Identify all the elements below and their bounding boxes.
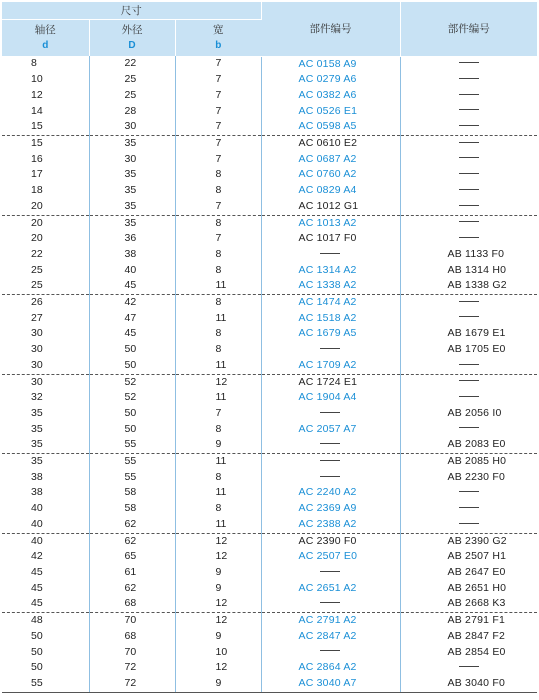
part-number-cell-2 <box>400 167 537 183</box>
table-row <box>2 231 537 247</box>
shaft-diameter-cell: 25 <box>2 278 89 294</box>
width-cell: 7 <box>175 56 261 72</box>
part-number-cell-2 <box>400 358 537 374</box>
width-cell: 9 <box>175 565 261 581</box>
part-number-cell-2: AB 2390 G2 <box>447 534 507 547</box>
table-row <box>2 613 537 629</box>
width-cell: 11 <box>175 454 261 470</box>
part-number-cell-2 <box>400 136 537 152</box>
part-number-cell-2 <box>400 390 537 406</box>
width-cell: 8 <box>175 167 261 183</box>
part-number-cell-2 <box>400 119 537 135</box>
empty-dash <box>320 460 340 461</box>
table-row <box>2 645 537 661</box>
empty-dash <box>459 523 479 524</box>
seal-spec-table <box>2 2 537 693</box>
table-row <box>2 390 537 406</box>
outer-diameter-cell: 65 <box>89 549 175 565</box>
part-number-cell-1 <box>261 406 400 422</box>
outer-diameter-cell: 35 <box>89 199 175 215</box>
part-number-cell-2 <box>400 231 537 247</box>
width-cell: 8 <box>175 501 261 517</box>
empty-dash <box>320 571 340 572</box>
shaft-diameter-cell: 50 <box>2 660 89 676</box>
table-row <box>2 629 537 645</box>
shaft-diameter-cell: 8 <box>2 56 89 72</box>
part-number-cell-2 <box>400 215 537 231</box>
part-number-cell-1: AC 1724 E1 <box>261 374 400 390</box>
part-number-cell-1: AC 0687 A2 <box>261 152 400 168</box>
table-row <box>2 437 537 453</box>
shaft-diameter-cell: 35 <box>2 406 89 422</box>
shaft-diameter-cell: 27 <box>2 311 89 327</box>
table-row <box>2 326 537 342</box>
outer-diameter-cell: 61 <box>89 565 175 581</box>
part-number-cell-2 <box>400 183 537 199</box>
part-number-cell-2 <box>400 501 537 517</box>
part-number-cell-1: AC 0526 E1 <box>261 104 400 120</box>
table-row <box>2 311 537 327</box>
part-number-cell-1: AC 0598 A5 <box>261 119 400 135</box>
table-row <box>2 581 537 597</box>
part-number-cell-2 <box>400 295 537 311</box>
table-row <box>2 56 537 72</box>
shaft-diameter-cell: 40 <box>2 501 89 517</box>
shaft-diameter-cell: 45 <box>2 581 89 597</box>
outer-diameter-cell: 30 <box>89 119 175 135</box>
table-row <box>2 152 537 168</box>
shaft-diameter-cell: 40 <box>2 517 89 533</box>
outer-diameter-cell: 25 <box>89 72 175 88</box>
part-number-cell-2: AB 1338 G2 <box>400 278 537 294</box>
outer-diameter-header <box>89 20 175 57</box>
part-number-cell-1 <box>261 645 400 661</box>
width-cell: 11 <box>175 517 261 533</box>
part-number-cell-2 <box>400 56 537 72</box>
part-number-cell-2 <box>400 517 537 533</box>
shaft-diameter-header <box>2 20 89 57</box>
table-row <box>2 549 537 565</box>
shaft-diameter-cell: 38 <box>2 470 89 486</box>
part-number-cell-1: AC 0829 A4 <box>261 183 400 199</box>
part-number-cell-2: AB 2647 E0 <box>447 566 506 578</box>
table-row <box>2 342 537 358</box>
part-number-cell-2: AB 2507 H1 <box>447 550 507 563</box>
table-row <box>2 596 537 612</box>
part-number-cell-1 <box>261 437 400 453</box>
part-number-cell-1: AC 2651 A2 <box>261 581 400 597</box>
part-number-cell-1: AC 2791 A2 <box>261 613 400 629</box>
part-number-cell-2: AB 2651 H0 <box>447 581 507 594</box>
shaft-diameter-cell: 48 <box>2 613 89 629</box>
empty-dash <box>459 380 479 381</box>
part-number-cell-2 <box>400 72 537 88</box>
table-row <box>2 263 537 279</box>
part-number-cell-1 <box>261 454 400 470</box>
width-label: 宽 <box>213 24 224 36</box>
empty-dash <box>459 189 479 190</box>
shaft-diameter-cell: 35 <box>2 437 89 453</box>
part-number-cell-1: AC 1013 A2 <box>261 215 400 231</box>
part-number-cell-1: AC 1338 A2 <box>261 278 400 294</box>
table-row <box>2 247 537 263</box>
shaft-diameter-cell: 38 <box>2 485 89 501</box>
width-cell: 7 <box>175 152 261 168</box>
outer-diameter-cell: 50 <box>89 358 175 374</box>
empty-dash <box>320 348 340 349</box>
part-number-cell-2: AB 2083 E0 <box>400 437 537 453</box>
empty-dash <box>459 157 479 158</box>
table-row <box>2 119 537 135</box>
shaft-diameter-cell: 55 <box>2 676 89 692</box>
part-number-cell-2: AB 2854 E0 <box>447 645 506 658</box>
part-number-cell-2 <box>400 311 537 327</box>
outer-diameter-cell: 55 <box>89 470 175 486</box>
table-row <box>2 358 537 374</box>
table-header <box>2 2 537 56</box>
shaft-diameter-cell: 30 <box>2 326 89 342</box>
part-number-cell-1 <box>261 342 400 358</box>
part-number-cell-2 <box>400 660 537 676</box>
outer-diameter-cell: 70 <box>89 645 175 661</box>
empty-dash <box>459 205 479 206</box>
outer-diameter-cell: 35 <box>89 167 175 183</box>
table-row <box>2 167 537 183</box>
width-symbol: b <box>215 40 222 51</box>
outer-diameter-cell: 35 <box>89 183 175 199</box>
width-cell: 12 <box>175 613 261 629</box>
table-row <box>2 104 537 120</box>
part-number-cell-1: AC 2388 A2 <box>261 517 400 533</box>
part-number-cell-2: AB 1314 H0 <box>447 263 507 276</box>
width-cell: 8 <box>175 183 261 199</box>
outer-diameter-cell: 68 <box>89 596 175 612</box>
part-number-cell-1: AC 1314 A2 <box>261 263 400 279</box>
outer-diameter-cell: 30 <box>89 152 175 168</box>
empty-dash <box>459 237 479 238</box>
outer-diameter-cell: 25 <box>89 88 175 104</box>
table-row <box>2 470 537 486</box>
outer-diameter-cell: 68 <box>89 629 175 645</box>
part-number-cell-1: AC 2507 E0 <box>261 549 400 565</box>
width-cell: 8 <box>175 295 261 311</box>
outer-diameter-symbol: D <box>128 40 136 51</box>
shaft-diameter-cell: 40 <box>2 533 89 549</box>
width-cell: 9 <box>175 676 261 692</box>
empty-dash <box>459 364 479 365</box>
part-number-cell-2: AB 1705 E0 <box>447 343 506 356</box>
width-cell: 11 <box>175 311 261 327</box>
part-number-cell-2 <box>400 374 537 390</box>
width-cell: 7 <box>175 199 261 215</box>
table-row <box>2 88 537 104</box>
width-cell: 8 <box>175 326 261 342</box>
outer-diameter-cell: 42 <box>89 295 175 311</box>
outer-diameter-cell: 45 <box>89 278 175 294</box>
width-cell: 12 <box>175 660 261 676</box>
width-cell: 7 <box>175 104 261 120</box>
width-cell: 10 <box>175 645 261 661</box>
shaft-diameter-cell: 15 <box>2 136 89 152</box>
shaft-diameter-cell: 50 <box>2 645 89 661</box>
outer-diameter-cell: 22 <box>89 56 175 72</box>
shaft-diameter-cell: 10 <box>2 72 89 88</box>
part-number-cell-1: AC 1709 A2 <box>261 358 400 374</box>
shaft-diameter-cell: 20 <box>2 199 89 215</box>
outer-diameter-cell: 40 <box>89 263 175 279</box>
table-row <box>2 485 537 501</box>
part-number-cell-2: AB 2791 F1 <box>447 614 505 627</box>
width-cell: 11 <box>175 358 261 374</box>
empty-dash <box>459 491 479 492</box>
part-number-cell-1: AC 2864 A2 <box>261 660 400 676</box>
part-number-cell-1: AC 1904 A4 <box>261 390 400 406</box>
table-row <box>2 676 537 692</box>
width-cell: 12 <box>175 374 261 390</box>
table-row <box>2 565 537 581</box>
width-cell: 11 <box>175 390 261 406</box>
outer-diameter-cell: 58 <box>89 501 175 517</box>
shaft-diameter-symbol: d <box>42 40 49 51</box>
width-cell: 8 <box>175 247 261 263</box>
shaft-diameter-cell: 50 <box>2 629 89 645</box>
outer-diameter-cell: 52 <box>89 374 175 390</box>
table-body <box>2 56 537 692</box>
empty-dash <box>459 94 479 95</box>
part-number-cell-2: AB 1133 F0 <box>447 247 505 260</box>
part-number-cell-1: AC 1679 A5 <box>261 326 400 342</box>
empty-dash <box>459 316 479 317</box>
part-number-cell-1: AC 0382 A6 <box>261 88 400 104</box>
part-number-cell-1: AC 0279 A6 <box>261 72 400 88</box>
outer-diameter-cell: 45 <box>89 326 175 342</box>
outer-diameter-cell: 62 <box>89 581 175 597</box>
empty-dash <box>320 602 340 603</box>
table-row <box>2 517 537 533</box>
part-number-cell-1: AC 2390 F0 <box>261 533 400 549</box>
outer-diameter-cell: 47 <box>89 311 175 327</box>
empty-dash <box>320 253 340 254</box>
table-row <box>2 374 537 390</box>
shaft-diameter-cell: 18 <box>2 183 89 199</box>
outer-diameter-cell: 28 <box>89 104 175 120</box>
width-cell: 7 <box>175 88 261 104</box>
part-number-cell-1: AC 0610 E2 <box>261 136 400 152</box>
table-row <box>2 422 537 438</box>
shaft-diameter-cell: 35 <box>2 454 89 470</box>
table-row <box>2 199 537 215</box>
width-cell: 9 <box>175 629 261 645</box>
shaft-diameter-cell: 26 <box>2 295 89 311</box>
empty-dash <box>320 650 340 651</box>
empty-dash <box>459 666 479 667</box>
empty-dash <box>459 301 479 302</box>
part-number-cell-1: AC 3040 A7 <box>261 676 400 692</box>
width-cell: 11 <box>175 278 261 294</box>
table-row <box>2 72 537 88</box>
part-number-cell-1: AC 1518 A2 <box>261 311 400 327</box>
width-cell: 7 <box>175 231 261 247</box>
empty-dash <box>459 221 479 222</box>
part-number-cell-1: AC 2369 A9 <box>261 501 400 517</box>
table-row <box>2 215 537 231</box>
outer-diameter-cell: 62 <box>89 533 175 549</box>
part-number-cell-2 <box>400 152 537 168</box>
table-row <box>2 183 537 199</box>
part-number-cell-2: AB 2056 I0 <box>447 406 502 419</box>
outer-diameter-label: 外径 <box>121 24 143 36</box>
table-row <box>2 454 537 470</box>
part-number-cell-2: AB 1679 E1 <box>447 327 506 340</box>
part-number-cell-2 <box>400 199 537 215</box>
shaft-diameter-cell: 30 <box>2 342 89 358</box>
outer-diameter-cell: 72 <box>89 676 175 692</box>
outer-diameter-cell: 55 <box>89 437 175 453</box>
outer-diameter-cell: 50 <box>89 406 175 422</box>
empty-dash <box>459 507 479 508</box>
width-cell: 8 <box>175 263 261 279</box>
table-row <box>2 660 537 676</box>
empty-dash <box>459 125 479 126</box>
empty-dash <box>320 412 340 413</box>
table-row <box>2 501 537 517</box>
part-number-cell-1 <box>261 596 400 612</box>
shaft-diameter-cell: 22 <box>2 247 89 263</box>
outer-diameter-cell: 35 <box>89 215 175 231</box>
empty-dash <box>459 78 479 79</box>
width-cell: 8 <box>175 422 261 438</box>
empty-dash <box>320 476 340 477</box>
width-cell: 8 <box>175 215 261 231</box>
width-cell: 12 <box>175 596 261 612</box>
shaft-diameter-cell: 45 <box>2 596 89 612</box>
part-number-header-1: 部件编号 <box>261 2 400 56</box>
part-number-header-2: 部件编号 <box>400 2 537 56</box>
part-number-cell-2 <box>400 422 537 438</box>
shaft-diameter-cell: 20 <box>2 215 89 231</box>
table-row <box>2 533 537 549</box>
part-number-cell-1: AC 1017 F0 <box>261 231 400 247</box>
part-number-cell-1 <box>261 470 400 486</box>
part-number-cell-1: AC 0158 A9 <box>261 56 400 72</box>
shaft-diameter-cell: 17 <box>2 167 89 183</box>
shaft-diameter-cell: 14 <box>2 104 89 120</box>
part-number-cell-2 <box>400 485 537 501</box>
part-number-cell-1: AC 2240 A2 <box>261 485 400 501</box>
outer-diameter-cell: 35 <box>89 136 175 152</box>
empty-dash <box>459 62 479 63</box>
width-cell: 7 <box>175 119 261 135</box>
part-number-cell-2: AB 2847 F2 <box>447 629 505 642</box>
part-number-cell-1: AC 2847 A2 <box>261 629 400 645</box>
empty-dash <box>459 142 479 143</box>
outer-diameter-cell: 36 <box>89 231 175 247</box>
empty-dash <box>459 427 479 428</box>
part-number-cell-2: AB 2230 F0 <box>447 470 505 483</box>
width-cell: 7 <box>175 406 261 422</box>
shaft-diameter-cell: 45 <box>2 565 89 581</box>
empty-dash <box>320 443 340 444</box>
outer-diameter-cell: 62 <box>89 517 175 533</box>
part-number-cell-2: AB 3040 F0 <box>400 676 537 692</box>
shaft-diameter-cell: 25 <box>2 263 89 279</box>
size-group-header: 尺寸 <box>2 2 261 20</box>
part-number-cell-1: AC 2057 A7 <box>261 422 400 438</box>
part-number-cell-2: AB 2668 K3 <box>400 596 537 612</box>
part-number-cell-1: AC 1474 A2 <box>261 295 400 311</box>
shaft-diameter-cell: 30 <box>2 358 89 374</box>
outer-diameter-cell: 70 <box>89 613 175 629</box>
part-number-cell-2: AB 2085 H0 <box>447 455 507 468</box>
shaft-diameter-cell: 35 <box>2 422 89 438</box>
shaft-diameter-cell: 32 <box>2 390 89 406</box>
table-row <box>2 295 537 311</box>
outer-diameter-cell: 55 <box>89 454 175 470</box>
width-cell: 12 <box>175 549 261 565</box>
outer-diameter-cell: 50 <box>89 342 175 358</box>
empty-dash <box>459 396 479 397</box>
outer-diameter-cell: 72 <box>89 660 175 676</box>
width-header <box>175 20 261 57</box>
table-row <box>2 136 537 152</box>
shaft-diameter-cell: 16 <box>2 152 89 168</box>
outer-diameter-cell: 52 <box>89 390 175 406</box>
part-number-cell-2 <box>400 104 537 120</box>
table-row <box>2 406 537 422</box>
width-cell: 8 <box>175 470 261 486</box>
width-cell: 9 <box>175 437 261 453</box>
outer-diameter-cell: 58 <box>89 485 175 501</box>
part-number-cell-2 <box>400 88 537 104</box>
width-cell: 7 <box>175 136 261 152</box>
shaft-diameter-cell: 12 <box>2 88 89 104</box>
outer-diameter-cell: 38 <box>89 247 175 263</box>
table-row <box>2 278 537 294</box>
part-number-cell-1: AC 0760 A2 <box>261 167 400 183</box>
width-cell: 9 <box>175 581 261 597</box>
empty-dash <box>459 109 479 110</box>
shaft-diameter-label: 轴径 <box>34 24 56 36</box>
shaft-diameter-cell: 20 <box>2 231 89 247</box>
part-number-cell-1 <box>261 565 400 581</box>
width-cell: 12 <box>175 533 261 549</box>
shaft-diameter-cell: 30 <box>2 374 89 390</box>
shaft-diameter-cell: 42 <box>2 549 89 565</box>
width-cell: 8 <box>175 342 261 358</box>
outer-diameter-cell: 50 <box>89 422 175 438</box>
part-number-cell-1 <box>261 247 400 263</box>
empty-dash <box>459 173 479 174</box>
width-cell: 7 <box>175 72 261 88</box>
part-number-cell-1: AC 1012 G1 <box>261 199 400 215</box>
shaft-diameter-cell: 15 <box>2 119 89 135</box>
width-cell: 11 <box>175 485 261 501</box>
